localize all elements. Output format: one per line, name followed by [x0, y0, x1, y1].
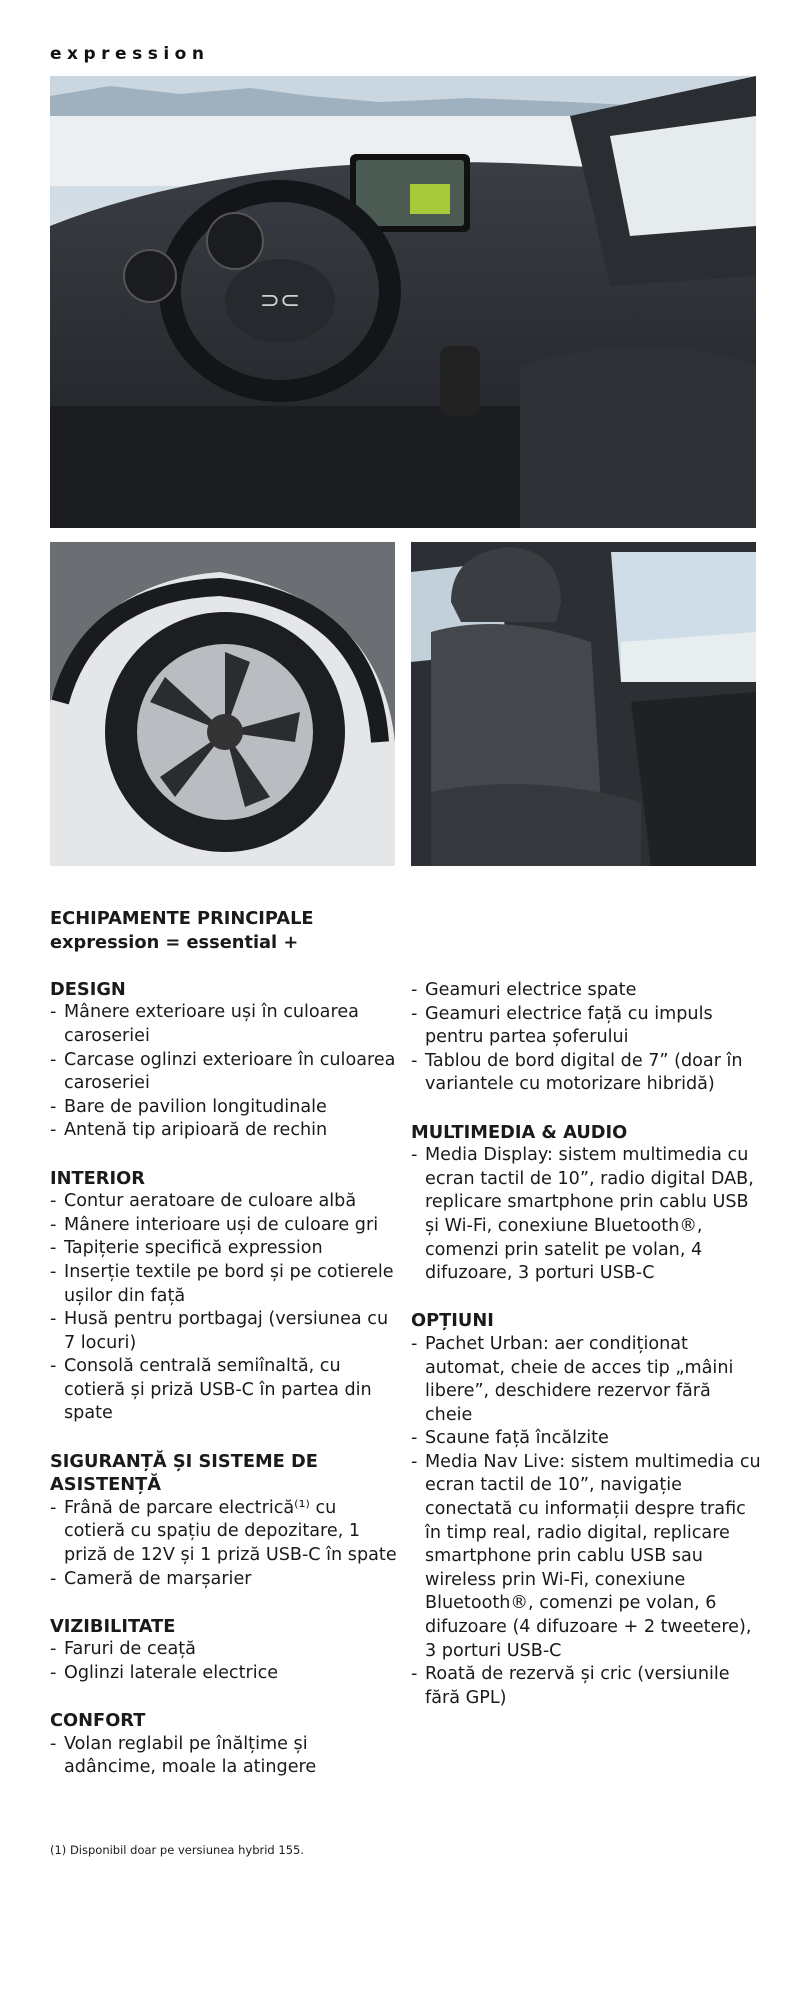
section-title-visibility: VIZIBILITATE — [50, 1615, 176, 1637]
list-item: - Tapițerie specifică expression — [50, 1237, 400, 1261]
list-item: - Mânere interioare uși de culoare gri — [50, 1214, 400, 1238]
list-item: - Tablou de bord digital de 7” (doar în variantele cu motorizare hibridă) — [411, 1050, 761, 1097]
list-item: - Media Display: sistem multimedia cu ecran tactil de 10”, radio digital DAB, replicare smartphone prin cablu USB și Wi-Fi, conexiune Bluetooth®, comenzi prin satelit pe volan, 4 difuzoare, 3 porturi USB-C — [411, 1144, 761, 1286]
section-title-options: OPȚIUNI — [411, 1310, 494, 1332]
alloy-wheel-photo — [50, 542, 395, 866]
list-item: - Frână de parcare electrică⁽¹⁾ cu cotieră cu spațiu de depozitare, 1 priză de 12V și 1 priză USB-C în spate — [50, 1497, 400, 1568]
list-item: - Contur aeratoare de culoare albă — [50, 1190, 400, 1214]
equipment-subtitle: expression = essential + — [50, 931, 299, 953]
list-item: - Husă pentru portbagaj (versiunea cu 7 locuri) — [50, 1308, 400, 1355]
options-list — [411, 1333, 761, 1711]
footnote: (1) Disponibil doar pe versiunea hybrid 155. — [50, 1843, 304, 1857]
list-item: - Carcase oglinzi exterioare în culoarea caroseriei — [50, 1049, 400, 1096]
list-item: - Faruri de ceață — [50, 1638, 400, 1662]
section-title-comfort: CONFORT — [50, 1710, 146, 1732]
list-item: - Roată de rezervă și cric (versiunile fără GPL) — [411, 1663, 761, 1710]
visibility-list — [50, 1638, 400, 1685]
list-item: - Scaune față încălzite — [411, 1427, 761, 1451]
section-title-safety: SIGURANȚĂ ȘI SISTEME DE ASISTENȚĂ — [50, 1450, 318, 1496]
comfort-list — [50, 1733, 400, 1780]
list-item: - Media Nav Live: sistem multimedia cu ecran tactil de 10”, navigație conectată cu informații despre trafic în timp real, radio digital, replicare smartphone prin cablu USB sau wireless prin Wi-Fi, conexiune Bluetooth®, comenzi pe volan, 6 difuzoare (4 difuzoare + 2 tweetere), 3 porturi USB-C — [411, 1451, 761, 1663]
dashboard-interior-photo — [50, 76, 756, 528]
edition-title: expression — [50, 44, 210, 64]
section-title-design: DESIGN — [50, 978, 126, 1000]
list-item: - Bare de pavilion longitudinale — [50, 1096, 400, 1120]
design-list — [50, 1001, 400, 1143]
list-item: - Inserție textile pe bord și pe cotierele ușilor din față — [50, 1261, 400, 1308]
list-item: - Pachet Urban: aer condiționat automat, cheie de acces tip „mâini libere”, deschidere rezervor fără cheie — [411, 1333, 761, 1427]
list-item: - Antenă tip aripioară de rechin — [50, 1119, 400, 1143]
multimedia-list — [411, 1144, 761, 1286]
section-title-interior: INTERIOR — [50, 1167, 145, 1189]
list-item: - Cameră de marșarier — [50, 1568, 400, 1592]
list-item: - Geamuri electrice față cu impuls pentru partea șoferului — [411, 1003, 761, 1050]
svg-text:⊃⊂: ⊃⊂ — [259, 286, 301, 314]
list-item: - Volan reglabil pe înălțime și adâncime, moale la atingere — [50, 1733, 400, 1780]
comfort-continued-list — [411, 979, 761, 1097]
equipment-left-column — [50, 907, 400, 1780]
equipment-title: ECHIPAMENTE PRINCIPALE — [50, 908, 314, 929]
list-item: - Oglinzi laterale electrice — [50, 1662, 400, 1686]
equipment-right-column — [411, 979, 761, 1710]
safety-list — [50, 1497, 400, 1591]
interior-list — [50, 1190, 400, 1426]
list-item: - Consolă centrală semiînaltă, cu cotieră și priză USB-C în partea din spate — [50, 1355, 400, 1426]
front-seat-photo — [411, 542, 756, 866]
list-item: - Mânere exterioare uși în culoarea caroseriei — [50, 1001, 400, 1048]
section-title-multimedia: MULTIMEDIA & AUDIO — [411, 1121, 628, 1143]
list-item: - Geamuri electrice spate — [411, 979, 761, 1003]
